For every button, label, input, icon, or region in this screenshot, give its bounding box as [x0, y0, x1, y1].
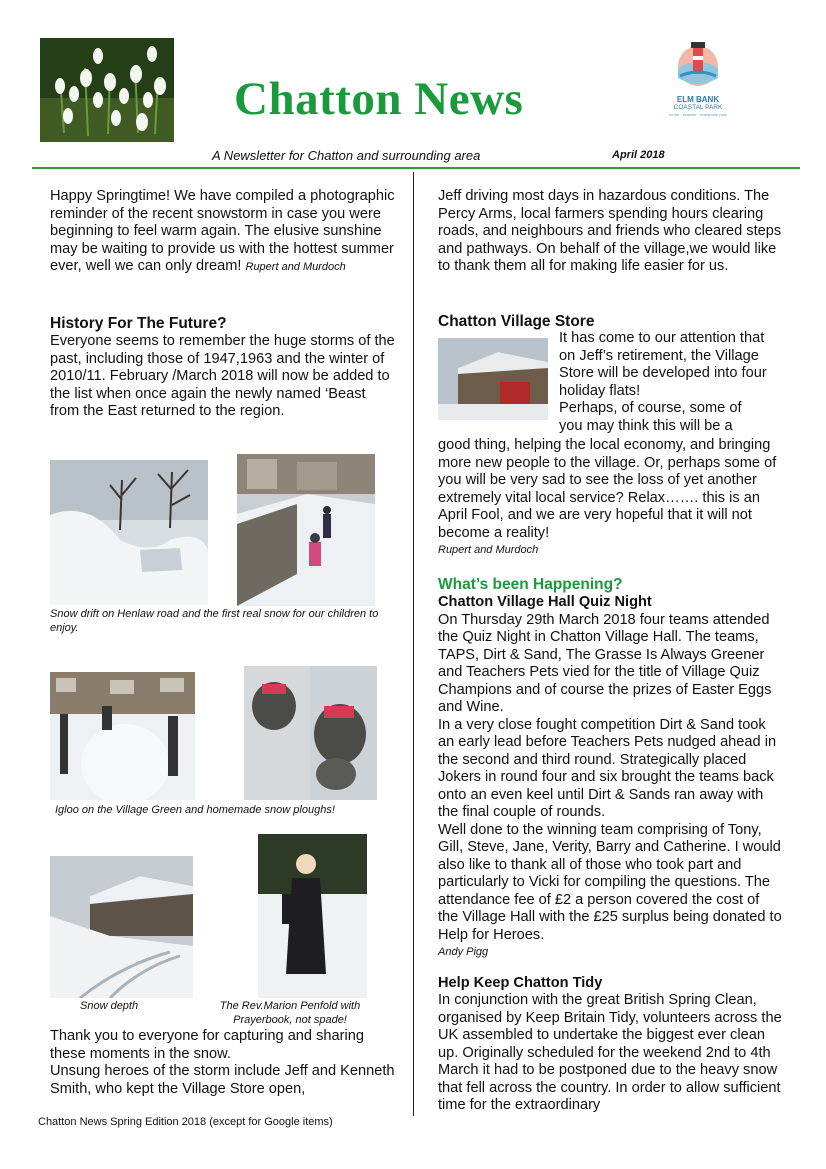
page-title: Chatton News: [234, 73, 524, 125]
thanks-text: Thank you to everyone for capturing and sharing these moments in the snow.: [50, 1028, 364, 1062]
store-signature: Rupert and Murdoch: [438, 544, 539, 556]
store-line: Store will be developed into four: [559, 365, 767, 381]
intro-block: [50, 188, 395, 277]
unsung-heroes-text: Unsung heroes of the storm include Jeff and Kenneth Smith, who kept the Village Store open,: [50, 1063, 395, 1097]
caption-snow-depth: Snow depth: [80, 1000, 139, 1012]
happening-block: [438, 575, 783, 962]
snow-depth-photo: [50, 856, 193, 998]
lighthouse-icon: [660, 38, 736, 90]
store-rest-block: [438, 437, 783, 560]
caption-igloo: Igloo on the Village Green and homemade snow ploughs!: [55, 804, 335, 816]
logo-line2: COASTAL PARK: [673, 104, 723, 111]
children-sledge-photo: [237, 454, 375, 606]
store-heading: Chatton Village Store: [438, 313, 595, 330]
store-rest-text: good thing, helping the local economy, and bringing more new people to the village. Or, perhaps some of you will be very sad to see the loss of yet another extremely vital local service? Relax……. this is an April Fool, and we are very hopeful that it will not become a reality!: [438, 437, 777, 541]
newsletter-subtitle: A Newsletter for Chatton and surrounding area: [212, 148, 481, 163]
igloo-photo: [50, 672, 195, 800]
store-line: It has come to our attention that: [559, 330, 765, 346]
store-wrap-lines: [559, 330, 789, 435]
page-footer: Chatton News Spring Edition 2018 (except for Google items): [38, 1116, 333, 1128]
intro-signature: Rupert and Murdoch: [245, 261, 346, 273]
history-text: Everyone seems to remember the huge storms of the past, including those of 1947,1963 and the winter of 2010/11. February /March 2018 will now be added to the list when once again the newly named ‘Beast from the East returned to the region.: [50, 333, 395, 419]
quiz-paragraph-1: On Thursday 29th March 2018 four teams attended the Quiz Night in Chatton Village Hall. The teams, TAPS, Dirt & Sand, The Grasse Is Always Greener and Teachers Pets vied for the title of Village Quiz Champions and of course the prizes of Easter Eggs and Wine.: [438, 611, 772, 715]
tidy-block: [438, 974, 783, 1115]
quiz-heading: Chatton Village Hall Quiz Night: [438, 594, 652, 610]
elm-bank-logo: [660, 38, 736, 126]
quiz-paragraph-2: In a very close fought competition Dirt & Sand took an early lead before Teachers Pets nudged ahead in the second and third round. Strategically placed Jokers in round four and six brought the teams back onto an even keel until Dirt & Sands ran away with the final couple of rounds.: [438, 716, 777, 820]
column-divider: [413, 172, 414, 1116]
history-heading: History For The Future?: [50, 315, 227, 332]
village-store-heading: [438, 312, 783, 331]
continuation-text: Jeff driving most days in hazardous conditions. The Percy Arms, local farmers spending hours clearing roads, and neighbours and friends who cleared steps and pathways. On behalf of the village,we would like to thank them all for making life easier for us.: [438, 188, 782, 274]
snow-plough-photo: [244, 666, 377, 800]
tidy-heading: Help Keep Chatton Tidy: [438, 975, 603, 991]
tidy-text: In conjunction with the great British Spring Clean, organised by Keep Britain Tidy, volunteers across the UK assembled to undertake the biggest ever clean up. Originally scheduled for the weekend 2nd to 4th March it had to be postponed due to the heavy snow that fell across the country. In order to allow sufficient time for the extraordinary: [438, 992, 782, 1113]
issue-date: April 2018: [612, 149, 665, 161]
store-line: Perhaps, of course, some of: [559, 400, 742, 416]
intro-text: Happy Springtime! We have compiled a photographic reminder of the recent snowstorm in case you were beginning to feel warm again. The elusive sunshine may be waiting to provide us with the hottest summer ever, well we can only dream!: [50, 188, 395, 274]
caption-snow-drift: Snow drift on Henlaw road and the first real snow for our children to enjoy.: [50, 608, 379, 634]
store-line: holiday flats!: [559, 382, 641, 399]
snow-drift-photo: [50, 460, 208, 605]
rev-marion-photo: [258, 834, 367, 998]
quiz-paragraph-3: Well done to the winning team comprising of Tony, Gill, Steve, Jane, Verity, Barry and Catherine. I would also like to thank all of those who took part and particularly to Vicki for compiling the questions. The attendance fee of £2 a person covered the cost of the Village Hall with the £25 surplus being donated to Help for Heroes.: [438, 821, 782, 943]
village-store-photo: [438, 338, 548, 420]
logo-line1: ELM BANK: [676, 95, 720, 104]
happening-heading: What’s been Happening?: [438, 576, 623, 593]
quiz-signature: Andy Pigg: [438, 946, 489, 958]
store-line: on Jeff’s retirement, the Village: [559, 347, 759, 364]
continuation-block: [438, 188, 783, 276]
snowdrop-photo: [40, 38, 174, 142]
header-divider: [32, 167, 800, 169]
logo-line3: rental · seaside · residential park: [668, 112, 728, 117]
caption-rev-marion: The Rev.Marion Penfold with Prayerbook, not spade!: [219, 1000, 361, 1026]
history-block: [50, 314, 395, 421]
thanks-block: [50, 1028, 395, 1098]
store-line: you may think this will be a: [559, 417, 733, 434]
